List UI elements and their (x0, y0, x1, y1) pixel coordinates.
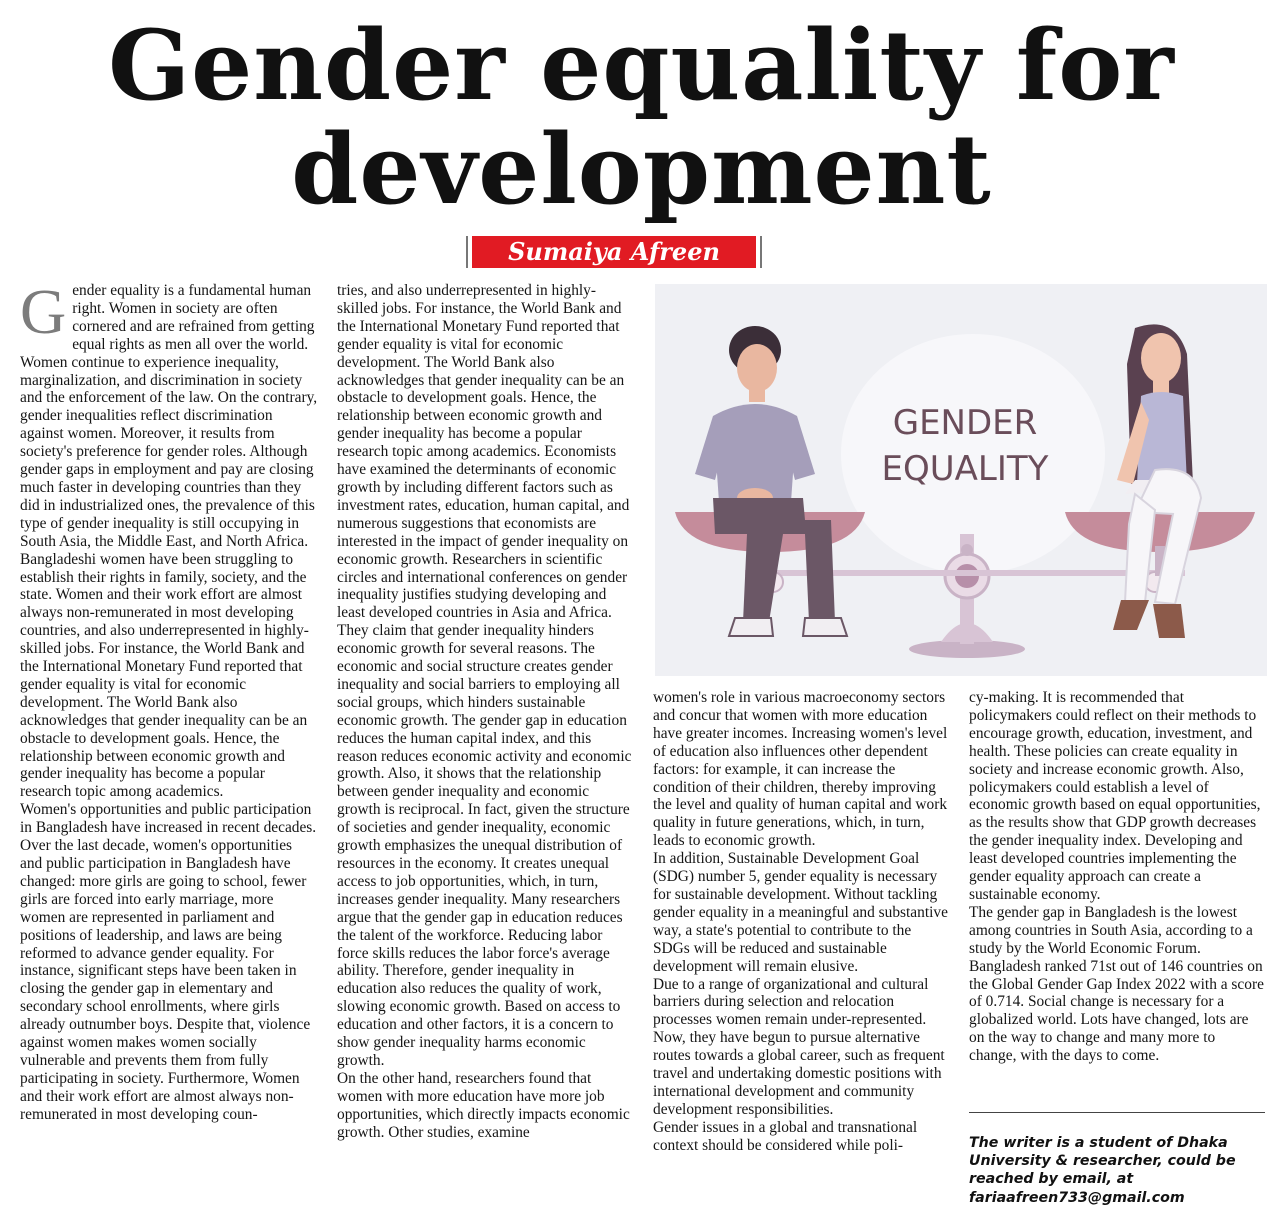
article-column-2 (337, 282, 635, 1142)
paragraph: Due to a range of organizational and cultural barriers during selection and relocation processes women remain under-represented. Now, they have begun to pursue alternative routes towards a global career, such as frequent travel and undertaking domestic positions with international development and community development responsibilities. (653, 975, 945, 1118)
illustration-text-line1: GENDER (892, 403, 1038, 443)
drop-cap: G (20, 276, 67, 347)
paragraph: cy-making. It is recommended that policymakers could reflect on their methods to encourage growth, education, investment, and health. These policies can create equality in society and increase economic growth. Also, policymakers could establish a level of economic growth based on equal opportunities, as the results show that GDP growth decreases the gender inequality index. Developing and least developed countries implementing the gender equality approach can create a sustainable economy. (969, 689, 1261, 903)
paragraph: The gender gap in Bangladesh is the lowest among countries in South Asia, according to a study by the World Economic Forum. Bangladesh ranked 71st out of 146 countries on the Global Gender Gap Index 2022 with a score of 0.714. Social change is necessary for a globalized world. Lots have changed, lots are on the way to change and many more to change, with the days to come. (969, 903, 1264, 1065)
divider (969, 1112, 1265, 1113)
author-note: The writer is a student of Dhaka University & researcher, could be reached by email, at fariaafreen733@gmail.com (969, 1135, 1236, 1206)
paragraph (20, 276, 318, 801)
article-column-1 (20, 276, 318, 1124)
paragraph: tries, and also underrepresented in highly-skilled jobs. For instance, the World Bank and the International Monetary Fund reported that gender equality is vital for economic development. The World Bank also acknowledges that gender inequality can be an obstacle to development goals. Hence, the relationship between economic growth and gender inequality has become a popular research topic among academics. Economists have examined the determinants of economic growth by including different factors such as investment rates, education, human capital, and numerous suggestions that economists are interested in the impact of gender inequality on economic growth. Researchers in scientific circles and international conferences on gender inequality justifies studying developing and least developed countries in Asia and Africa. They claim that gender inequality hinders economic growth for several reasons. The economic and social structure creates gender inequality and social barriers to employing all social groups, which hinders sustainable economic growth. The gender gap in education reduces the human capital index, and this reason reduces economic activity and economic growth. Also, it shows that the relationship between gender inequality and economic growth is reciprocal. In fact, given the structure of societies and gender inequality, economic growth emphasizes the unequal distribution of resources in the economy. It creates unequal access to job opportunities, which, in turn, increases gender inequality. Many researchers argue that the gender gap in education reduces the talent of the workforce. Reducing labor force skills reduces the labor force's average ability. Therefore, gender inequality in education also reduces the quality of work, slowing economic growth. Based on access to education and other factors, it is a concern to show gender inequality harms economic growth. (337, 282, 632, 1069)
paragraph: Gender issues in a global and transnational context should be considered while poli- (653, 1118, 918, 1154)
paragraph-text: ender equality is a fundamental human right. Women in society are often cornered and are refrained from getting equal rights as men all over the world. Women continue to experience inequality, marginalization, and discrimination in society and the enforcement of the law. On the contrary, gender inequalities reflect discrimination against women. Moreover, it results from society's preference for gender roles. Although gender gaps in employment and pay are closing much faster in developing countries than they did in industrialized ones, the prevalence of this type of gender inequality is still occupying in South Asia, the Middle East, and North Africa. Bangladeshi women have been struggling to establish their rights in family, society, and the state. Women and their work effort are almost always non-remunerated in most developing countries, and also underrepresented in highly-skilled jobs. For instance, the World Bank and the International Monetary Fund reported that gender equality is vital for economic development. The World Bank also acknowledges that gender inequality can be an obstacle to development goals. Hence, the relationship between economic growth and gender inequality has become a popular research topic among academics. (20, 282, 318, 801)
article-column-3 (653, 689, 951, 1155)
gender-equality-scale-icon (655, 284, 1267, 676)
article-column-4 (969, 689, 1265, 1065)
paragraph: women's role in various macroeconomy sectors and concur that women with more education have greater incomes. Increasing women's level of education also influences other dependent factors: for example, it can increase the condition of their children, thereby improving the level and quality of human capital and work quality in future generations, which, in turn, leads to economic growth. (653, 689, 948, 850)
paragraph: In addition, Sustainable Development Goal (SDG) number 5, gender equality is necessary for sustainable development. Without tackling gender equality in a meaningful and substantive way, a state's potential to contribute to the SDGs will be reduced and sustainable development will remain elusive. (653, 850, 948, 975)
headline: Gender equality for development (108, 9, 1175, 226)
illustration-text-line2: EQUALITY (881, 449, 1049, 489)
gender-equality-illustration (655, 284, 1267, 676)
paragraph: Women's opportunities and public participation in Bangladesh have increased in recent decades. Over the last decade, women's opportunities and public participation in Bangladesh have changed: more girls are going to school, fewer girls are forced into early marriage, more women are represented in parliament and positions of leadership, and laws are being reformed to advance gender equality. For instance, significant steps have been taken in closing the gender gap in elementary and secondary school enrollments, where girls already outnumber boys. Despite that, violence against women makes women socially vulnerable and prevents them from fully participating in society. Furthermore, Women and their work effort are almost always non-remunerated in most developing coun- (20, 801, 317, 1123)
byline-frame (466, 236, 762, 298)
paragraph: On the other hand, researchers found that women with more education have more job opportunities, which directly impacts economic growth. Other studies, examine (337, 1069, 630, 1141)
byline: Sumaiya Afreen Faria (472, 236, 756, 268)
